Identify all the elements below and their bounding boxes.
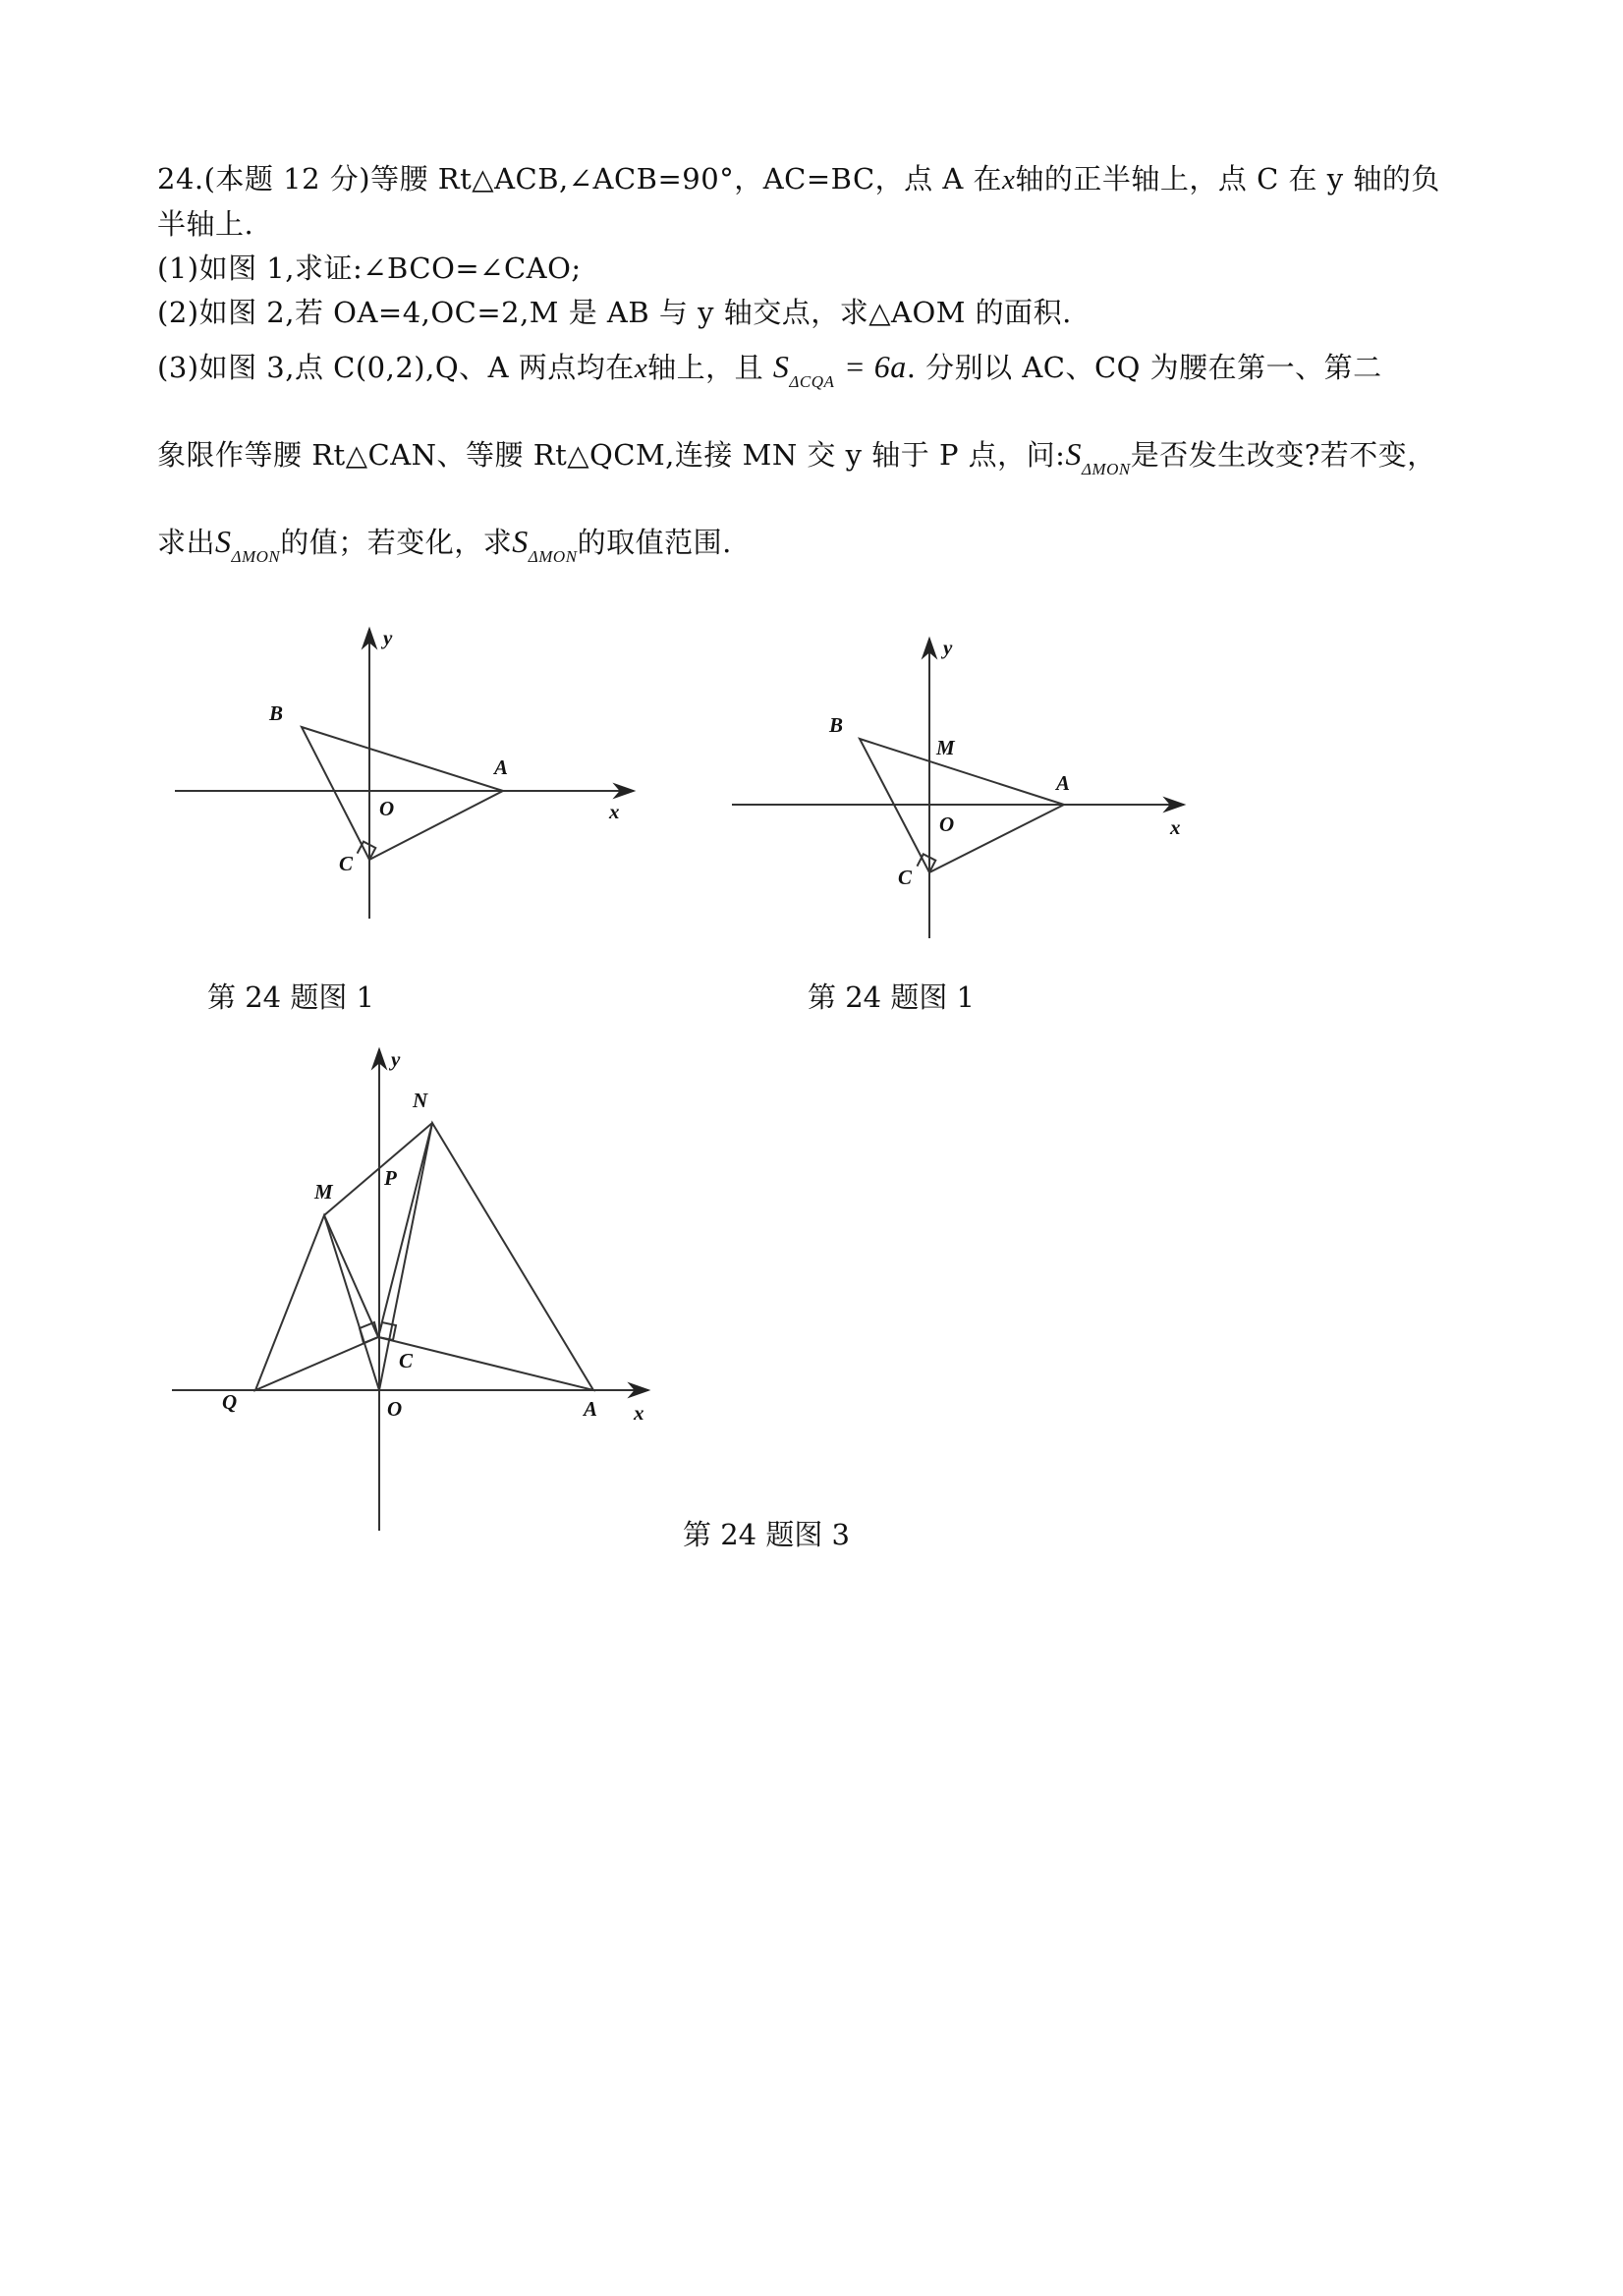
fig3-label-a: A [584, 1397, 598, 1421]
fig2-label-b: B [829, 713, 844, 737]
fig2-label-o: O [939, 812, 955, 836]
fig2-label-a: A [1056, 771, 1071, 795]
fig3-label-o: O [387, 1397, 403, 1421]
fig3-label-y: y [391, 1047, 401, 1071]
problem-part-1: (1)如图 1,求证:∠BCO=∠CAO; [157, 252, 582, 285]
figure-1-caption: 第 24 题图 1 [207, 980, 375, 1014]
figure-2 [732, 639, 1184, 938]
problem-part-3: (3)如图 3,点 C(0,2),Q、A 两点均在x轴上，且 $S_{\Delta CQA} = 6a$. 分别以 AC、CQ 为腰在第一、第二 [157, 349, 1382, 391]
fig3-label-n: N [413, 1089, 428, 1112]
fig3-segment-mo [324, 1215, 379, 1390]
fig2-label-m: M [936, 736, 955, 759]
problem-line-5: 象限作等腰 Rt△CAN、等腰 Rt△QCM,连接 MN 交 y 轴于 P 点，问$:S_{\Delta MON}$是否发生改变?若不变， [157, 436, 1436, 478]
fig2-label-y: y [943, 636, 953, 659]
fig3-label-q: Q [222, 1390, 238, 1414]
fig3-label-p: P [384, 1166, 397, 1190]
fig1-label-c: C [339, 852, 354, 875]
fig1-label-a: A [494, 756, 509, 779]
problem-part-2: (2)如图 2,若 OA=4,OC=2,M 是 AB 与 y 轴交点，求△AOM 的面积. [157, 296, 1072, 329]
fig1-label-o: O [379, 797, 395, 820]
fig3-right-angle-mark-n [378, 1322, 396, 1340]
figure-3 [172, 1049, 648, 1531]
figure-2-caption: 第 24 题图 1 [808, 980, 976, 1014]
fig3-label-x: x [634, 1401, 644, 1425]
fig1-label-b: B [269, 701, 284, 725]
fig1-label-x: x [609, 800, 620, 823]
fig3-label-m: M [314, 1180, 333, 1204]
figure-1 [175, 629, 634, 919]
figure-3-caption: 第 24 题图 3 [683, 1518, 851, 1551]
fig1-label-y: y [383, 626, 393, 649]
problem-line-2: 半轴上. [157, 207, 254, 241]
fig2-label-c: C [898, 866, 913, 889]
fig2-label-x: x [1170, 815, 1181, 839]
fig1-triangle [302, 727, 503, 860]
problem-header: 24.(本题 12 分)等腰 Rt△ACB,∠ACB=90°，AC=BC，点 A 在x轴的正半轴上，点 C 在 y 轴的负 [157, 162, 1440, 196]
fig3-label-c: C [399, 1349, 414, 1372]
fig3-triangle-qcm [255, 1215, 378, 1390]
problem-line-6: 求出$S_{\Delta MON}$的值；若变化，求$S_{\Delta MON}$的取值范围. [157, 524, 732, 566]
